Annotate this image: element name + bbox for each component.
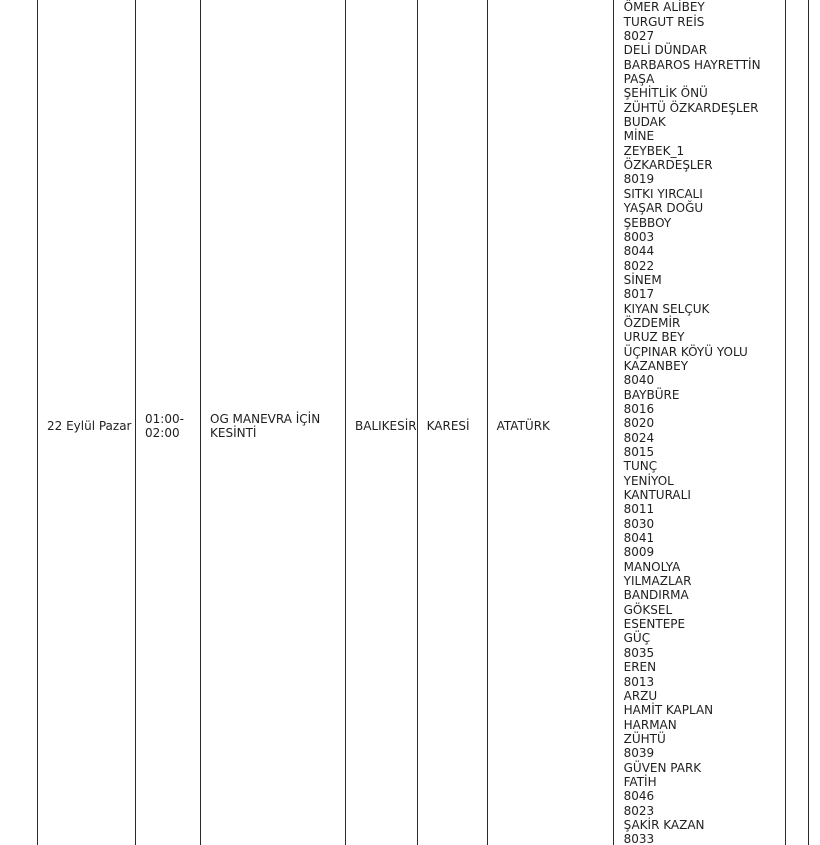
street-item: 8046 [623, 789, 655, 804]
street-item: 8009 [623, 545, 655, 560]
street-item: MİNE [623, 129, 655, 144]
street-item: GÜÇ [623, 631, 651, 646]
street-item: KANTURALI [623, 488, 691, 503]
street-item: 8040 [623, 373, 655, 388]
streets-list [624, 0, 785, 845]
outage-time-cell: 01:00-02:00 [136, 0, 201, 845]
street-item: ZÜHTÜ [623, 731, 666, 746]
table-row [38, 0, 786, 845]
outage-streets-cell [613, 0, 785, 845]
street-item: KAZANBEY [623, 358, 689, 373]
street-item: 8003 [623, 229, 655, 244]
street-item: 8015 [623, 445, 655, 459]
street-item: 8022 [623, 258, 655, 273]
street-item: BAYBÜRE [623, 387, 680, 402]
street-item: 8024 [623, 430, 655, 445]
street-item: ARZU [623, 688, 658, 703]
street-item: 8041 [623, 531, 655, 546]
street-item: 8023 [623, 803, 655, 818]
street-item: 8020 [623, 416, 655, 431]
street-item: HARMAN [623, 717, 677, 732]
street-item: 8013 [623, 674, 655, 689]
street-item: DELİ DÜNDAR [623, 43, 708, 58]
street-item: 8019 [623, 172, 655, 187]
street-item: EREN [623, 660, 657, 675]
street-item: GÜVEN PARK [623, 760, 702, 775]
street-item: SITKI YIRCALI [623, 186, 703, 201]
street-item: 8030 [623, 516, 655, 531]
street-item: BARBAROS HAYRETTİN PAŞA [623, 57, 761, 87]
street-item: 8017 [623, 287, 655, 302]
street-item: 8039 [623, 746, 655, 761]
street-item: MANOLYA [623, 559, 681, 574]
street-item: BANDIRMA [623, 588, 689, 603]
street-item: ZEYBEK_1 [623, 143, 685, 158]
street-item: HAMİT KAPLAN [623, 703, 714, 718]
street-item: GÖKSEL [623, 602, 673, 617]
street-item: 8016 [623, 401, 655, 416]
street-item: SİNEM [623, 272, 662, 287]
street-item: ZÜHTÜ ÖZKARDEŞLER [623, 100, 759, 115]
street-item: 8027 [623, 29, 655, 44]
outage-reason-cell: OG MANEVRA İÇİN KESİNTİ [201, 0, 346, 845]
street-item: YENİYOL [623, 473, 674, 488]
street-item: KIYAN SELÇUK [623, 301, 710, 316]
street-item: ÜÇPINAR KÖYÜ YOLU [623, 344, 748, 359]
street-item: FATİH [623, 774, 657, 789]
street-item: ŞEBBOY [623, 215, 672, 230]
street-item: ESENTEPE [623, 617, 686, 632]
street-item: ŞAKİR KAZAN [623, 817, 705, 832]
street-item: 8033 [623, 832, 655, 845]
street-item: URUZ BEY [623, 330, 685, 345]
street-item: BUDAK [623, 115, 666, 130]
street-item: ŞEHİTLİK ÖNÜ [623, 86, 708, 101]
page-right-divider [808, 0, 809, 845]
street-item: ÖZDEMİR [623, 315, 681, 330]
street-item: YAŞAR DOĞU [623, 201, 704, 216]
outage-district-cell: KARESİ [417, 0, 487, 845]
outage-neighborhood-cell: ATATÜRK [487, 0, 613, 845]
power-outage-table [37, 0, 786, 845]
street-item: YILMAZLAR [623, 574, 692, 589]
street-item: TURGUT REİS [623, 14, 705, 29]
street-item: 8011 [623, 502, 655, 517]
street-item: ÖZKARDEŞLER [623, 158, 713, 173]
outage-date-cell: 22 Eylül Pazar [38, 0, 136, 845]
outage-city-cell: BALIKESİR [346, 0, 418, 845]
street-item: TUNÇ [623, 459, 658, 474]
street-item: 8035 [623, 645, 655, 660]
street-item: ÖMER ALİBEY [623, 0, 705, 15]
street-item: 8044 [623, 244, 655, 259]
